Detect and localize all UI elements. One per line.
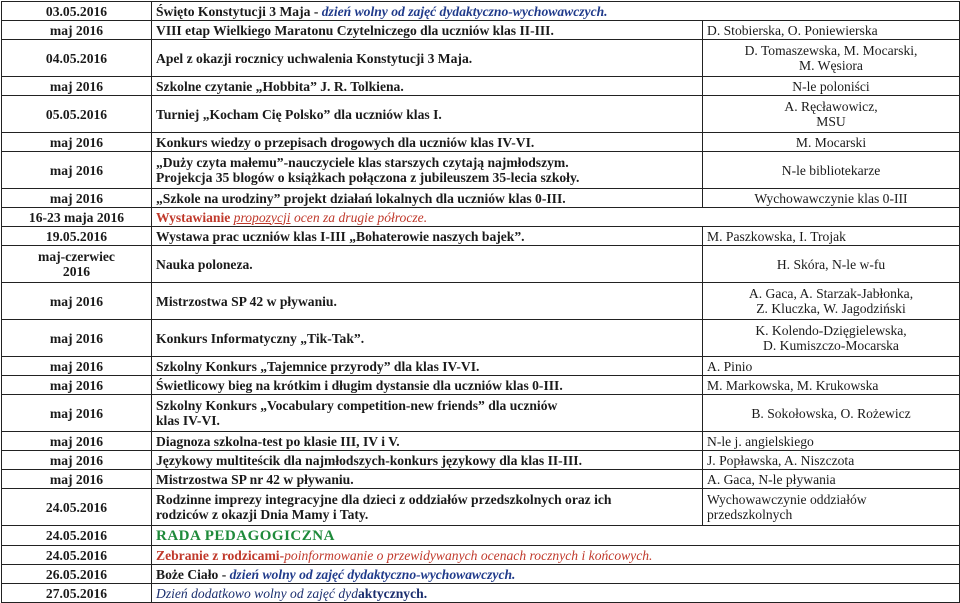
responsible-cell: N-le j. angielskiego [703, 432, 960, 451]
date-cell: 24.05.2016 [2, 489, 152, 526]
table-row [2, 246, 960, 283]
event-text-highlight: dzień wolny od zajęć dydaktyczno-wychowawczych. [321, 3, 608, 19]
responsible-cell: A. Pinio [703, 357, 960, 376]
event-cell [152, 152, 703, 189]
date-cell: maj 2016 [2, 21, 152, 40]
responsible-line: MSU [816, 114, 846, 129]
event-cell [152, 584, 960, 603]
event-cell: Nauka poloneza. [152, 246, 703, 283]
event-cell: Apel z okazji rocznicy uchwalenia Konstytucji 3 Maja. [152, 40, 703, 77]
date-line: maj-czerwiec [38, 249, 115, 264]
table-row [2, 40, 960, 77]
event-cell: Konkurs wiedzy o przepisach drogowych dla uczniów klas IV-VI. [152, 133, 703, 152]
table-row [2, 357, 960, 376]
responsible-cell: J. Popławska, A. Niszczota [703, 451, 960, 470]
date-cell: maj 2016 [2, 376, 152, 395]
table-row [2, 376, 960, 395]
event-cell: Konkurs Informatyczny „Tik-Tak”. [152, 320, 703, 357]
responsible-cell: H. Skóra, N-le w-fu [703, 246, 960, 283]
date-cell: 24.05.2016 [2, 526, 152, 546]
date-cell: maj 2016 [2, 470, 152, 489]
responsible-line: D. Kumiszczo-Mocarska [763, 338, 899, 353]
responsible-cell: N-le poloniści [703, 77, 960, 96]
table-row [2, 77, 960, 96]
event-cell [152, 395, 703, 432]
table-row [2, 526, 960, 546]
responsible-cell: B. Sokołowska, O. Rożewicz [703, 395, 960, 432]
event-line: Rodzinne imprezy integracyjne dla dzieci z oddziałów przedszkolnych oraz ich [156, 492, 612, 507]
responsible-cell: Wychowawczynie klas 0-III [703, 189, 960, 208]
table-row [2, 546, 960, 565]
event-text-highlight: propozycji [233, 209, 291, 225]
event-cell: Diagnoza szkolna-test po klasie III, IV i V. [152, 432, 703, 451]
event-text-highlight: Dzień dodatkowo wolny od zajęć dyd [156, 585, 358, 601]
table-row [2, 2, 960, 21]
event-cell: Turniej „Kocham Cię Polsko” dla uczniów klas I. [152, 96, 703, 133]
event-line: „Duży czyta małemu”-nauczyciele klas starszych czytają najmłodszym. [156, 155, 569, 170]
event-cell: Mistrzostwa SP nr 42 w pływaniu. [152, 470, 703, 489]
date-cell: maj 2016 [2, 152, 152, 189]
responsible-cell [703, 96, 960, 133]
table-row [2, 133, 960, 152]
event-cell: VIII etap Wielkiego Maratonu Czytelniczego dla uczniów klas II-III. [152, 21, 703, 40]
responsible-cell: M. Paszkowska, I. Trojak [703, 227, 960, 246]
table-row [2, 470, 960, 489]
responsible-line: A. Gaca, A. Starzak-Jabłonka, [748, 286, 914, 301]
date-cell: 27.05.2016 [2, 584, 152, 603]
event-cell: Szkolne czytanie „Hobbita” J. R. Tolkiena. [152, 77, 703, 96]
event-cell [152, 208, 960, 227]
event-text: Święto Konstytucji 3 Maja - [156, 3, 322, 19]
responsible-line: M. Węsiora [799, 58, 863, 73]
event-text: Wystawianie [156, 209, 234, 225]
event-cell: Językowy multiteścik dla najmłodszych-konkurs językowy dla klas II-III. [152, 451, 703, 470]
responsible-line: Wychowawczynie oddziałów [707, 492, 867, 507]
date-cell: 04.05.2016 [2, 40, 152, 77]
table-row [2, 227, 960, 246]
event-cell: Wystawa prac uczniów klas I-III „Bohaterowie naszych bajek”. [152, 227, 703, 246]
responsible-cell [703, 489, 960, 526]
event-cell: „Szkole na urodziny” projekt działań lokalnych dla uczniów klas 0-III. [152, 189, 703, 208]
school-calendar-table [1, 1, 960, 603]
event-text-highlight: dzień wolny od zajęć dydaktyczno-wychowawczych. [229, 566, 516, 582]
table-row [2, 432, 960, 451]
date-cell: maj 2016 [2, 451, 152, 470]
date-cell: maj 2016 [2, 357, 152, 376]
table-row [2, 489, 960, 526]
event-cell [152, 2, 960, 21]
event-line: klas IV-VI. [156, 413, 220, 428]
responsible-cell [703, 320, 960, 357]
event-cell: Mistrzostwa SP 42 w pływaniu. [152, 283, 703, 320]
table-row [2, 451, 960, 470]
responsible-cell: M. Mocarski [703, 133, 960, 152]
event-cell [152, 546, 960, 565]
event-text-highlight: RADA PEDAGOGICZNA [156, 527, 335, 544]
date-cell: maj 2016 [2, 189, 152, 208]
event-cell [152, 526, 960, 546]
date-cell: 05.05.2016 [2, 96, 152, 133]
table-row [2, 283, 960, 320]
date-cell [2, 246, 152, 283]
responsible-cell [703, 40, 960, 77]
table-row [2, 584, 960, 603]
event-cell [152, 489, 703, 526]
date-cell: 19.05.2016 [2, 227, 152, 246]
event-cell [152, 565, 960, 584]
responsible-line: A. Ręcławowicz, [784, 99, 878, 114]
date-cell: maj 2016 [2, 432, 152, 451]
table-row [2, 320, 960, 357]
event-line: rodziców z okazji Dnia Mamy i Taty. [156, 507, 369, 522]
event-line: Szkolny Konkurs „Vocabulary competition-new friends” dla uczniów [156, 398, 558, 413]
event-text-highlight: ocen za drugie półrocze. [290, 209, 428, 225]
event-text: Boże Ciało - [156, 566, 230, 582]
table-row [2, 96, 960, 133]
event-line: Projekcja 35 blogów o książkach połączona z jubileuszem 35-lecia szkoły. [156, 170, 580, 185]
responsible-line: Z. Kluczka, W. Jagodziński [756, 301, 906, 316]
date-cell: maj 2016 [2, 395, 152, 432]
responsible-line: K. Kolendo-Dzięgielewska, [755, 323, 907, 338]
table-row [2, 565, 960, 584]
date-cell: 16-23 maja 2016 [2, 208, 152, 227]
table-row [2, 208, 960, 227]
date-cell: 03.05.2016 [2, 2, 152, 21]
responsible-cell: N-le bibliotekarze [703, 152, 960, 189]
responsible-line: D. Tomaszewska, M. Mocarski, [744, 43, 918, 58]
responsible-cell: M. Markowska, M. Krukowska [703, 376, 960, 395]
responsible-line: przedszkolnych [707, 507, 793, 522]
event-text: Zebranie z rodzicami- [156, 547, 285, 563]
table-row [2, 152, 960, 189]
date-cell: maj 2016 [2, 77, 152, 96]
responsible-cell: A. Gaca, N-le pływania [703, 470, 960, 489]
event-text-highlight: poinformowanie o przewidywanych ocenach rocznych i końcowych. [284, 547, 653, 563]
responsible-cell: D. Stobierska, O. Poniewierska [703, 21, 960, 40]
date-cell: maj 2016 [2, 320, 152, 357]
responsible-cell [703, 283, 960, 320]
event-cell: Szkolny Konkurs „Tajemnice przyrody” dla klas IV-VI. [152, 357, 703, 376]
date-cell: maj 2016 [2, 133, 152, 152]
table-row [2, 189, 960, 208]
date-cell: 26.05.2016 [2, 565, 152, 584]
date-cell: maj 2016 [2, 283, 152, 320]
table-row [2, 21, 960, 40]
date-line: 2016 [62, 264, 91, 279]
event-cell: Świetlicowy bieg na krótkim i długim dystansie dla uczniów klas 0-III. [152, 376, 703, 395]
date-cell: 24.05.2016 [2, 546, 152, 565]
table-row [2, 395, 960, 432]
event-text: aktycznych. [358, 585, 428, 601]
